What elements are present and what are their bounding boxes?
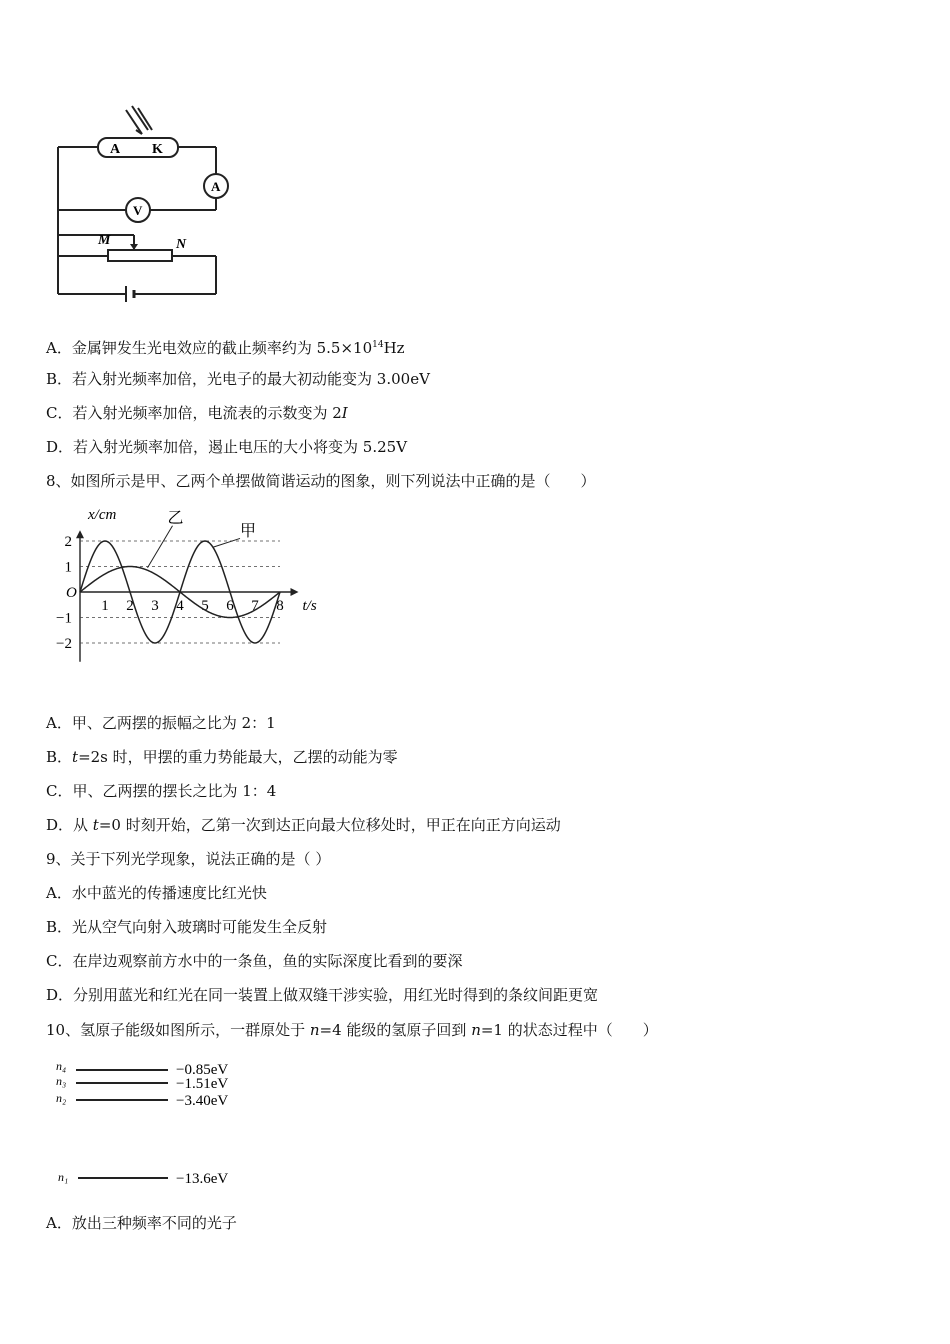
q7-option-d: D．若入射光频率加倍，遏止电压的大小将变为 5.25V xyxy=(46,438,408,456)
q9-option-d: D．分别用蓝光和红光在同一装置上做双缝干涉实验，用红光时得到的条纹间距更宽 xyxy=(46,986,599,1004)
q10-stem-var-2: n xyxy=(471,1021,481,1039)
y-tick-label: −1 xyxy=(56,610,72,627)
q8-stem: 8、如图所示是甲、乙两个单摆做简谐运动的图象，则下列说法中正确的是（ ） xyxy=(46,472,596,490)
series-yi-label: 乙 xyxy=(167,510,184,528)
level-n2-label: n₂ xyxy=(56,1091,67,1105)
x-axis-label: t/s xyxy=(302,598,317,614)
photoelectric-circuit-diagram xyxy=(46,100,246,305)
q8-option-b-text: =2s 时，甲摆的重力势能最大，乙摆的动能为零 xyxy=(78,748,398,766)
q10-stem-var-1: n xyxy=(309,1021,320,1039)
q8-option-b xyxy=(46,747,398,767)
series-jia-leader xyxy=(213,538,241,547)
y-axis-arrow xyxy=(76,530,84,538)
hydrogen-energy-level-diagram xyxy=(46,1055,266,1195)
level-n1-energy: −13.6eV xyxy=(176,1171,229,1187)
level-n1-label: n₁ xyxy=(58,1170,69,1184)
q8-option-d xyxy=(46,815,561,835)
x-tick-label: 1 xyxy=(101,598,109,614)
q9-stem: 9、关于下列光学现象，说法正确的是（ ） xyxy=(46,850,331,868)
level-n4-energy: −0.85eV xyxy=(176,1062,229,1078)
rheostat-n-label: N xyxy=(176,237,187,252)
voltmeter-label: V xyxy=(133,203,143,218)
q7-option-c-var: I xyxy=(341,404,348,422)
q8-option-a: A．甲、乙两摆的振幅之比为 2：1 xyxy=(46,714,276,732)
series-yi-leader xyxy=(148,526,173,568)
origin-label: O xyxy=(66,585,77,601)
series-jia-label: 甲 xyxy=(240,522,257,540)
q9-option-a: A．水中蓝光的传播速度比红光快 xyxy=(46,884,267,902)
y-tick-label: 2 xyxy=(64,534,72,550)
tube-cathode-label: K xyxy=(152,142,163,157)
q7-option-a-text: A．金属钾发生光电效应的截止频率约为 5.5×10 xyxy=(46,339,373,357)
q7-option-a xyxy=(46,335,405,358)
y-tick-label: −2 xyxy=(56,636,72,652)
q10-stem xyxy=(46,1020,658,1040)
x-tick-label: 8 xyxy=(276,598,284,614)
q7-option-c-text: C．若入射光频率加倍，电流表的示数变为 2 xyxy=(46,404,342,422)
y-axis-label: x/cm xyxy=(88,507,117,523)
rheostat-m-label: M xyxy=(98,233,111,248)
x-tick-label: 3 xyxy=(151,598,159,614)
pendulum-displacement-chart xyxy=(46,500,336,675)
q10-stem-text-2: =4 能级的氢原子回到 xyxy=(319,1021,472,1039)
q7-option-a-exponent: 14 xyxy=(372,340,384,350)
q8-option-b-label: B． xyxy=(46,748,73,766)
level-n2-energy: −3.40eV xyxy=(176,1093,229,1109)
level-n4-label: n₄ xyxy=(56,1059,67,1073)
q9-option-b: B．光从空气向射入玻璃时可能发生全反射 xyxy=(46,918,328,936)
q7-option-c xyxy=(46,403,348,423)
x-tick-label: 5 xyxy=(201,598,209,614)
level-n3-energy: −1.51eV xyxy=(176,1076,229,1092)
x-tick-label: 7 xyxy=(251,598,259,614)
y-tick-label: 1 xyxy=(64,559,72,576)
ammeter-label: A xyxy=(211,179,221,194)
level-n3-label: n₃ xyxy=(56,1074,67,1088)
q7-option-a-unit: Hz xyxy=(383,339,405,357)
q8-option-d-label: D．从 xyxy=(46,816,93,834)
q8-option-b-var: t xyxy=(72,748,79,766)
q10-option-a: A．放出三种频率不同的光子 xyxy=(46,1214,237,1232)
q8-option-c: C．甲、乙两摆的摆长之比为 1：4 xyxy=(46,782,277,800)
q10-stem-text-1: 10、氢原子能级如图所示，一群原处于 xyxy=(46,1021,310,1039)
x-tick-label: 6 xyxy=(226,598,234,614)
q7-option-b: B．若入射光频率加倍，光电子的最大初动能变为 3.00eV xyxy=(46,370,430,388)
tube-anode-label: A xyxy=(110,142,121,157)
q9-option-c: C．在岸边观察前方水中的一条鱼，鱼的实际深度比看到的要深 xyxy=(46,952,463,970)
x-tick-label: 2 xyxy=(126,598,134,614)
x-tick-label: 4 xyxy=(176,598,184,614)
q8-option-d-var: t xyxy=(92,816,99,834)
x-axis-arrow xyxy=(291,588,299,596)
q8-option-d-text: =0 时刻开始，乙第一次到达正向最大位移处时，甲正在向正方向运动 xyxy=(98,816,561,834)
q10-stem-text-3: =1 的状态过程中（ ） xyxy=(480,1021,658,1039)
